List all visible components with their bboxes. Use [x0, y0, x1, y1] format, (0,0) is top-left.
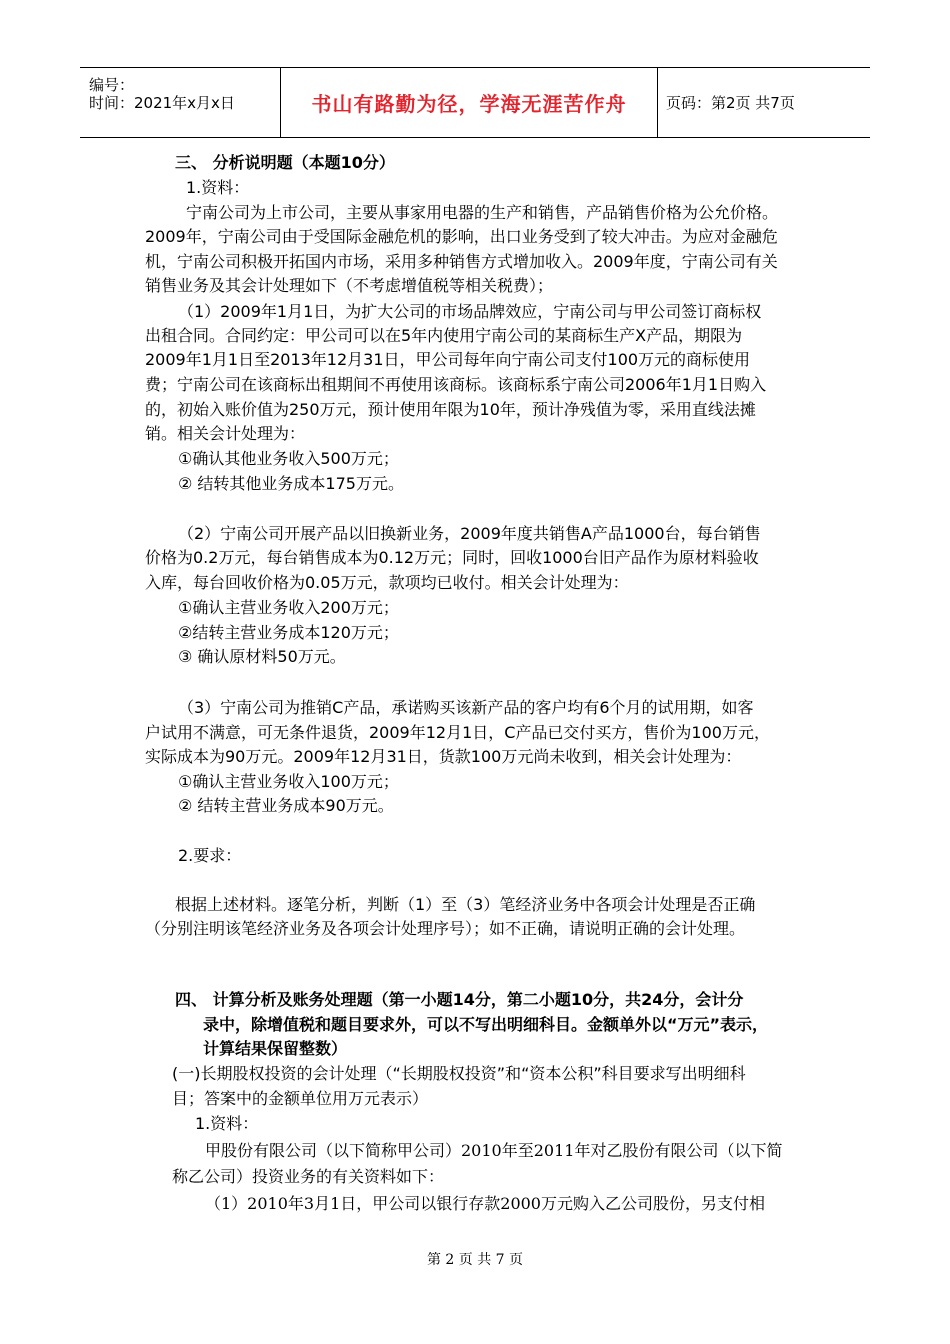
body-text-line: ②结转主营业务成本120万元；: [178, 623, 399, 642]
body-text-line: 2009年，宁南公司由于受国际金融危机的影响，出口业务受到了较大冲击。为应对金融危: [145, 227, 778, 246]
body-text-line: ② 结转其他业务成本175万元。: [178, 474, 404, 493]
body-text-line: ③ 确认原材料50万元。: [178, 647, 346, 666]
body-text-line: 甲股份有限公司（以下简称甲公司）2010年至2011年对乙股份有限公司（以下简: [205, 1141, 783, 1160]
body-text-line: ①确认主营业务收入200万元；: [178, 598, 399, 617]
document-number-label: 编号：: [89, 76, 135, 94]
body-text-line: 根据上述材料。逐笔分析，判断（1）至（3）笔经济业务中各项会计处理是否正确: [175, 895, 756, 914]
page-header: [80, 67, 870, 138]
body-text-line: （1）2009年1月1日，为扩大公司的市场品牌效应，宁南公司与甲公司签订商标权: [178, 302, 762, 321]
body-text-line: ② 结转主营业务成本90万元。: [178, 796, 394, 815]
header-right-cell: [658, 68, 870, 137]
body-text-line: ①确认主营业务收入100万元；: [178, 772, 399, 791]
body-text-line: 户试用不满意，可无条件退货，2009年12月1日，C产品已交付买方，售价为100万元，: [145, 723, 770, 742]
body-text-line: 计算结果保留整数）: [203, 1039, 348, 1058]
body-text-line: 入库，每台回收价格为0.05万元，款项均已收付。相关会计处理为：: [145, 573, 629, 592]
body-text-line: 目；答案中的金额单位用万元表示）: [172, 1089, 429, 1108]
document-date-label: 时间：2021年x月x日: [89, 94, 235, 112]
body-text-line: 三、 分析说明题（本题10分）: [175, 153, 395, 172]
body-text-line: （3）宁南公司为推销C产品，承诺购买该新产品的客户均有6个月的试用期，如客: [178, 698, 754, 717]
body-text-line: 四、 计算分析及账务处理题（第一小题14分，第二小题10分，共24分，会计分: [175, 990, 744, 1009]
body-text-line: 价格为0.2万元，每台销售成本为0.12万元；同时，回收1000台旧产品作为原材料验收: [145, 548, 759, 567]
page-footer: 第 2 页 共 7 页: [426, 1252, 524, 1268]
body-text-line: ①确认其他业务收入500万元；: [178, 449, 399, 468]
body-text-line: (一)长期股权投资的会计处理（“长期股权投资”和“资本公积”科目要求写出明细科: [172, 1064, 746, 1083]
body-text-line: 的，初始入账价值为250万元，预计使用年限为10年，预计净残值为零，采用直线法摊: [145, 400, 756, 419]
body-text-line: （分别注明该笔经济业务及各项会计处理序号）；如不正确，请说明正确的会计处理。: [145, 919, 746, 938]
body-text-line: 录中，除增值税和题目要求外，可以不写出明细科目。金额单外以“万元”表示，: [203, 1015, 769, 1034]
header-middle-cell: [281, 68, 658, 137]
header-page-info: 页码：第2页 共7页: [666, 94, 795, 112]
body-text-line: 费；宁南公司在该商标出租期间不再使用该商标。该商标系宁南公司2006年1月1日购入: [145, 375, 767, 394]
body-text-line: 实际成本为90万元。2009年12月31日，货款100万元尚未收到，相关会计处理为：: [145, 747, 742, 766]
header-left-cell: [80, 68, 281, 137]
body-text-line: 2009年1月1日至2013年12月31日，甲公司每年向宁南公司支付100万元的商标使用: [145, 350, 751, 369]
body-text-line: 称乙公司）投资业务的有关资料如下：: [172, 1167, 445, 1186]
body-text-line: 销售业务及其会计处理如下（不考虑增值税等相关税费）；: [145, 276, 554, 295]
body-text-line: 2.要求：: [178, 846, 242, 865]
body-text-line: 销。相关会计处理为：: [145, 424, 306, 443]
body-text-line: 机，宁南公司积极开拓国内市场，采用多种销售方式增加收入。2009年度，宁南公司有关: [145, 252, 778, 271]
body-text-line: 1.资料：: [195, 1114, 259, 1133]
body-text-line: （2）宁南公司开展产品以旧换新业务，2009年度共销售A产品1000台，每台销售: [178, 524, 761, 543]
body-text-line: （1）2010年3月1日，甲公司以银行存款2000万元购入乙公司股份，另支付相: [205, 1194, 765, 1213]
header-motto: 书山有路勤为径，学海无涯苦作舟: [311, 92, 627, 116]
body-text-line: 1.资料：: [186, 178, 250, 197]
body-text-line: 宁南公司为上市公司，主要从事家用电器的生产和销售，产品销售价格为公允价格。: [186, 203, 779, 222]
body-text-line: 出租合同。合同约定：甲公司可以在5年内使用宁南公司的某商标生产X产品，期限为: [145, 326, 743, 345]
